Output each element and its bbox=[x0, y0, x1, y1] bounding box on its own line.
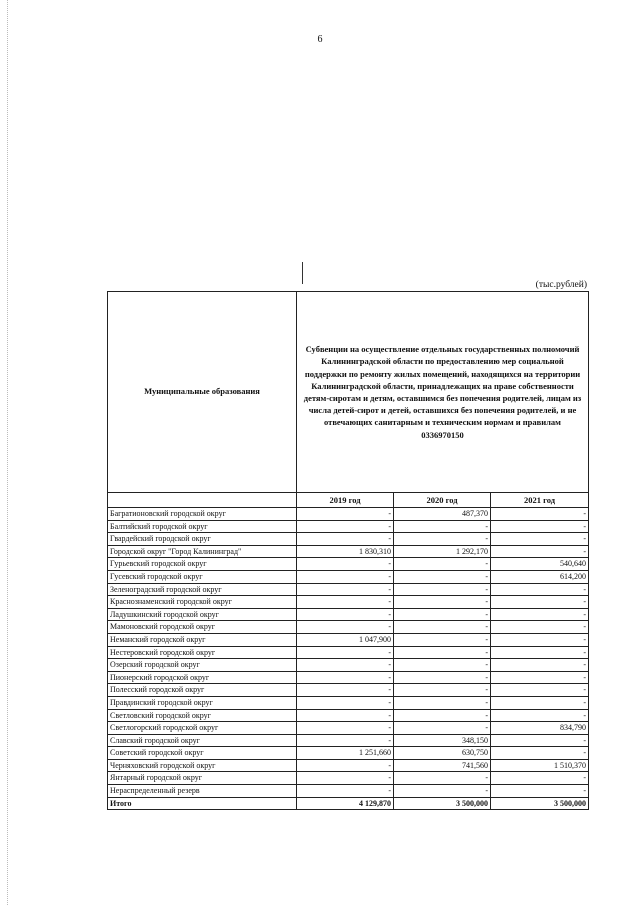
table-row bbox=[108, 722, 589, 735]
amount-cell: - bbox=[394, 772, 491, 785]
amount-cell: - bbox=[491, 659, 589, 672]
amount-cell: - bbox=[491, 772, 589, 785]
amount-cell: - bbox=[297, 596, 394, 609]
amount-cell: - bbox=[394, 583, 491, 596]
municipality-name: Городской округ "Город Калининград" bbox=[108, 545, 297, 558]
amount-cell: - bbox=[491, 684, 589, 697]
table-row bbox=[108, 570, 589, 583]
amount-cell: - bbox=[394, 621, 491, 634]
amount-cell: - bbox=[297, 608, 394, 621]
amount-cell: - bbox=[394, 608, 491, 621]
table-row bbox=[108, 508, 589, 521]
amount-cell: - bbox=[491, 533, 589, 546]
amount-cell: 1 292,170 bbox=[394, 545, 491, 558]
units-label: (тыс.рублей) bbox=[535, 280, 587, 290]
municipality-name: Гурьевский городской округ bbox=[108, 558, 297, 571]
amount-cell: - bbox=[297, 659, 394, 672]
amount-cell: 1 047,900 bbox=[297, 633, 394, 646]
table-row bbox=[108, 734, 589, 747]
amount-cell: 4 129,870 bbox=[297, 797, 394, 810]
amount-cell: - bbox=[491, 621, 589, 634]
amount-cell: 1 251,660 bbox=[297, 747, 394, 760]
table-row bbox=[108, 633, 589, 646]
amount-cell: - bbox=[394, 596, 491, 609]
amount-cell: - bbox=[491, 508, 589, 521]
amount-cell: - bbox=[394, 659, 491, 672]
amount-cell: - bbox=[297, 533, 394, 546]
municipality-name: Полесский городской округ bbox=[108, 684, 297, 697]
municipality-name: Черняховский городской округ bbox=[108, 759, 297, 772]
page-number: 6 bbox=[317, 34, 323, 45]
municipality-name: Правдинский городской округ bbox=[108, 696, 297, 709]
amount-cell: - bbox=[297, 583, 394, 596]
amount-cell: - bbox=[394, 520, 491, 533]
amount-cell: - bbox=[491, 734, 589, 747]
amount-cell: 741,560 bbox=[394, 759, 491, 772]
amount-cell: 614,200 bbox=[491, 570, 589, 583]
amount-cell: - bbox=[394, 558, 491, 571]
amount-cell: - bbox=[297, 520, 394, 533]
municipality-name: Нестеровский городской округ bbox=[108, 646, 297, 659]
amount-cell: - bbox=[394, 533, 491, 546]
amount-cell: - bbox=[297, 684, 394, 697]
table-row bbox=[108, 596, 589, 609]
amount-cell: - bbox=[394, 570, 491, 583]
amount-cell: 1 830,310 bbox=[297, 545, 394, 558]
table-row bbox=[108, 659, 589, 672]
amount-cell: - bbox=[297, 722, 394, 735]
amount-cell: 540,640 bbox=[491, 558, 589, 571]
amount-cell: - bbox=[297, 772, 394, 785]
amount-cell: - bbox=[297, 646, 394, 659]
amount-cell: - bbox=[297, 570, 394, 583]
amount-cell: 630,750 bbox=[394, 747, 491, 760]
amount-cell: 487,370 bbox=[394, 508, 491, 521]
table-row bbox=[108, 772, 589, 785]
amount-cell: - bbox=[394, 696, 491, 709]
subvention-title: Субвенции на осуществление отдельных государственных полномочий Калининградской области по предоставлению мер социальной поддержки по ремонту жилых помещений, находящихся на территории Калининградской области, принадлежащих на праве собственности детям-сиротам и детям, оставшимся без попечения родителей, лицам из числа детей-сирот и детей, оставшихся без попечения родителей, и не отвечающих санитарным и техническим нормам и правилам bbox=[303, 344, 582, 428]
amount-cell: - bbox=[491, 785, 589, 798]
table-row bbox=[108, 608, 589, 621]
table-row bbox=[108, 646, 589, 659]
table-body bbox=[108, 508, 589, 810]
amount-cell: 834,790 bbox=[491, 722, 589, 735]
scan-margin-line bbox=[7, 0, 9, 905]
municipality-name: Советский городской округ bbox=[108, 747, 297, 760]
year-header-2020: 2020 год bbox=[394, 493, 491, 508]
table-row bbox=[108, 583, 589, 596]
municipality-name: Краснознаменский городской округ bbox=[108, 596, 297, 609]
year-header-2019: 2019 год bbox=[297, 493, 394, 508]
table-row bbox=[108, 785, 589, 798]
municipality-name: Светловский городской округ bbox=[108, 709, 297, 722]
amount-cell: - bbox=[297, 696, 394, 709]
total-row bbox=[108, 797, 589, 810]
amount-cell: - bbox=[491, 671, 589, 684]
municipality-name: Гусевский городской округ bbox=[108, 570, 297, 583]
table-row bbox=[108, 621, 589, 634]
table-row bbox=[108, 684, 589, 697]
table-row bbox=[108, 558, 589, 571]
subvention-header bbox=[297, 292, 589, 493]
table-row bbox=[108, 520, 589, 533]
municipality-name: Гвардейский городской округ bbox=[108, 533, 297, 546]
subvention-code: 0336970150 bbox=[421, 429, 464, 440]
table-row bbox=[108, 759, 589, 772]
amount-cell: 3 500,000 bbox=[491, 797, 589, 810]
municipality-name: Балтийский городской округ bbox=[108, 520, 297, 533]
municipality-name: Нераспределенный резерв bbox=[108, 785, 297, 798]
table-row bbox=[108, 671, 589, 684]
amount-cell: - bbox=[394, 722, 491, 735]
amount-cell: - bbox=[491, 608, 589, 621]
amount-cell: - bbox=[491, 583, 589, 596]
subvention-table bbox=[107, 291, 589, 810]
table-row bbox=[108, 696, 589, 709]
scan-mark bbox=[302, 262, 303, 284]
amount-cell: - bbox=[297, 709, 394, 722]
municipality-name: Зеленоградский городской округ bbox=[108, 583, 297, 596]
amount-cell: - bbox=[491, 520, 589, 533]
amount-cell: - bbox=[491, 696, 589, 709]
amount-cell: - bbox=[394, 633, 491, 646]
amount-cell: - bbox=[297, 785, 394, 798]
municipality-name: Озерский городской округ bbox=[108, 659, 297, 672]
amount-cell: - bbox=[297, 759, 394, 772]
municipality-name: Багратионовский городской округ bbox=[108, 508, 297, 521]
amount-cell: - bbox=[394, 646, 491, 659]
amount-cell: - bbox=[297, 621, 394, 634]
amount-cell: 1 510,370 bbox=[491, 759, 589, 772]
amount-cell: - bbox=[491, 633, 589, 646]
amount-cell: - bbox=[297, 508, 394, 521]
table-row bbox=[108, 709, 589, 722]
municipality-name: Пионерский городской округ bbox=[108, 671, 297, 684]
amount-cell: - bbox=[491, 747, 589, 760]
municipality-name: Светлогорский городской округ bbox=[108, 722, 297, 735]
municipality-name: Итого bbox=[108, 797, 297, 810]
table-row bbox=[108, 747, 589, 760]
amount-cell: - bbox=[491, 545, 589, 558]
table-row bbox=[108, 545, 589, 558]
amount-cell: - bbox=[297, 558, 394, 571]
amount-cell: 348,150 bbox=[394, 734, 491, 747]
amount-cell: - bbox=[491, 709, 589, 722]
amount-cell: - bbox=[394, 709, 491, 722]
amount-cell: - bbox=[491, 646, 589, 659]
amount-cell: - bbox=[394, 785, 491, 798]
municipality-name: Славский городской округ bbox=[108, 734, 297, 747]
municipal-column-header: Муниципальные образования bbox=[108, 292, 297, 493]
municipal-header-spacer bbox=[108, 493, 297, 508]
municipality-name: Неманский городской округ bbox=[108, 633, 297, 646]
amount-cell: - bbox=[297, 734, 394, 747]
amount-cell: 3 500,000 bbox=[394, 797, 491, 810]
municipality-name: Мамоновский городской округ bbox=[108, 621, 297, 634]
amount-cell: - bbox=[297, 671, 394, 684]
municipality-name: Ладушкинский городской округ bbox=[108, 608, 297, 621]
amount-cell: - bbox=[394, 671, 491, 684]
year-header-2021: 2021 год bbox=[491, 493, 589, 508]
municipality-name: Янтарный городской округ bbox=[108, 772, 297, 785]
amount-cell: - bbox=[394, 684, 491, 697]
table-row bbox=[108, 533, 589, 546]
amount-cell: - bbox=[491, 596, 589, 609]
